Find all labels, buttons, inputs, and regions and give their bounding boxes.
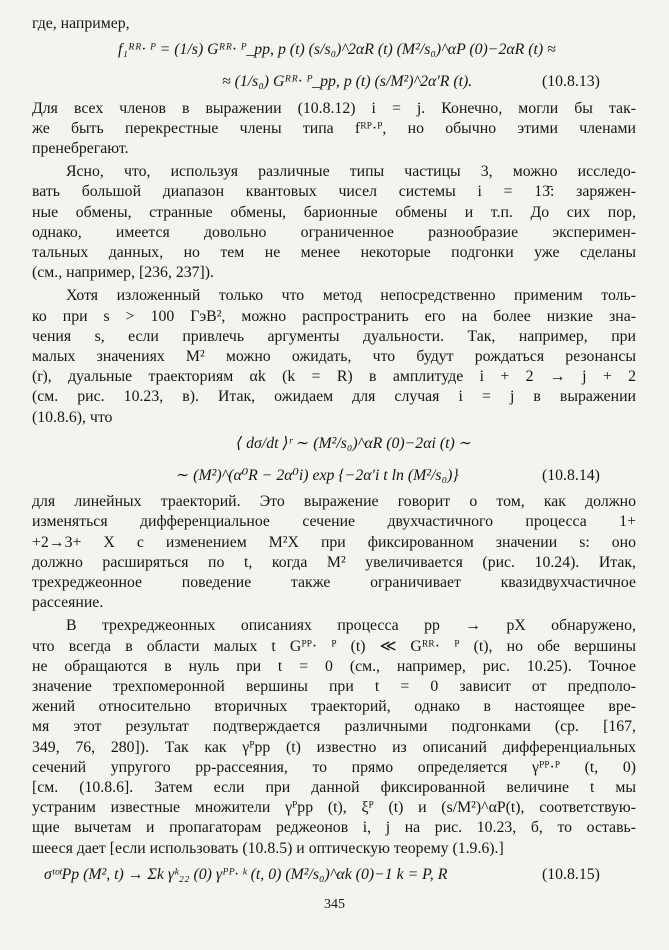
paragraph-3-line: чения s, если привлечь аргументы дуальности. Так, например, при [32, 327, 636, 345]
paragraph-2-line: однако, имеется довольно ограниченное разнообразие эксперимен- [32, 223, 636, 241]
paragraph-4-line: для линейных траекторий. Это выражение говорит о том, как должно [32, 493, 636, 511]
equation-number-10-8-15: (10.8.15) [542, 865, 600, 883]
paragraph-4-line: должно расширяться по t, когда M² увеличивается (рис. 10.24). Итак, [32, 553, 636, 571]
paragraph-2-line: ные обмены, странные обмены, барионные обмены и т.п. До сих пор, [32, 203, 636, 221]
paragraph-1-line: пренебрегают. [32, 140, 129, 157]
page-number: 345 [324, 897, 345, 912]
paragraph-3-line: (r), дуальные траекториям αk (k = R) в амплитуде i + 2 → j + 2 [32, 368, 636, 386]
equation-10-8-15: σᵗᵒᵗPp (M², t) → Σk γᵏ₂₂ (0) γᴾᴾ· ᵏ (t, 0) (M²/s₀)^αk (0)−1 k = P, R [44, 865, 448, 883]
paragraph-5-line: В трехреджеонных описаниях процесса pp → pX обнаружено, [66, 617, 636, 635]
paragraph-4-line: трехреджеонное поведение также ограничивает квазидвухчастичное [32, 574, 636, 591]
paragraph-2-line: (см., например, [236, 237]). [32, 264, 215, 282]
paragraph-5-line: 349, 76, 280]). Так как γᴾpp (t) известно из описаний дифференциальных [32, 738, 636, 756]
paragraph-5-line: устраним известные множители γᴾpp (t), ξᴾ (t) и (s/M²)^αP(t), соответствую- [32, 799, 636, 817]
paragraph-5-line: мя этот результат подтверждается различными подгонками (ср. [167, [32, 718, 636, 736]
paragraph-2-line: тальных данных, но тем не менее некоторые подгонки уже сделаны [32, 244, 636, 261]
paragraph-3-line: малых значениях M² можно ожидать, что будут рождаться резонансы [32, 348, 636, 365]
paragraph-4-line: +2→3+ X с изменением M²X при фиксированном значении s: оно [32, 533, 636, 551]
equation-10-8-13-line-1: f₁ᴿᴿ· ᴾ = (1/s) Gᴿᴿ· ᴾ_pp, p (t) (s/s₀)^2αR (t) (M²/s₀)^αP (0)−2αR (t) ≈ [118, 41, 556, 59]
paragraph-5-line: щие вычетам и пропагаторам реджеонов i, j на рис. 10.23, б, то оставь- [32, 819, 636, 837]
intro-text: где, например, [32, 15, 130, 32]
paragraph-4-line: рассеяние. [32, 594, 104, 612]
equation-10-8-14-line-1: ⟨ dσ/dt ⟩ʳ ∼ (M²/s₀)^αR (0)−2αi (t) ∼ [236, 434, 472, 452]
paragraph-4-line: изменяться дифференциальное сечение двухчастичного процесса 1+ [32, 513, 636, 531]
paragraph-5-line: [см. (10.8.6]. Затем если при данной фиксированной величине t мы [32, 779, 636, 796]
paragraph-3-line: (см. рис. 10.23, в). Итак, ожидаем для случая i = j в выражении [32, 388, 636, 406]
paragraph-2-line: вать большой диапазон квантовых чисел системы i = 13̄: заряжен- [32, 183, 636, 201]
paragraph-5-line: жений относительно вторичных траекторий, однако в настоящее вре- [32, 698, 636, 716]
paragraph-5-line: сечений упругого pp-рассеяния, то прямо определяется γᴾᴾ·ᴾ (t, 0) [32, 758, 636, 776]
paragraph-5-line: значение трехпомеронной вершины при t = 0 зависит от предполо- [32, 678, 636, 695]
equation-10-8-13-line-2: ≈ (1/s₀) Gᴿᴿ· ᴾ_pp, p (t) (s/M²)^2α′R (t). [222, 73, 473, 91]
paragraph-3-line: (10.8.6), что [32, 408, 113, 426]
equation-number-10-8-13: (10.8.13) [542, 73, 600, 91]
paragraph-1-line: же быть перекрестные члены типа fᴿᴾ·ᴾ, но обычно этими членами [32, 119, 636, 137]
paragraph-2-line: Ясно, что, используя различные типы частицы 3, можно исследо- [66, 163, 636, 181]
paragraph-3-line: ко при s > 100 ГэВ², можно распространить его на более низкие зна- [32, 307, 636, 325]
paragraph-1-line: Для всех членов в выражении (10.8.12) i = j. Конечно, могли бы так- [32, 99, 636, 117]
paragraph-3-line: Хотя изложенный только что метод непосредственно применим толь- [66, 287, 636, 305]
paragraph-5-line: что всегда в области малых t Gᴾᴾ· ᴾ (t) ≪ Gᴿᴿ· ᴾ (t), но обе вершины [32, 637, 636, 655]
paragraph-5-line: шееся дает [если использовать (10.8.5) и оптическую теорему (1.9.6).] [32, 839, 504, 857]
equation-10-8-14-line-2: ∼ (M²)^(α⁰R − 2α⁰i) exp {−2α′i t ln (M²/s₀)} [176, 467, 459, 484]
equation-number-10-8-14: (10.8.14) [542, 467, 600, 484]
paragraph-5-line: не обращаются в нуль при t = 0 (см., например, рис. 10.25). Точное [32, 657, 636, 675]
